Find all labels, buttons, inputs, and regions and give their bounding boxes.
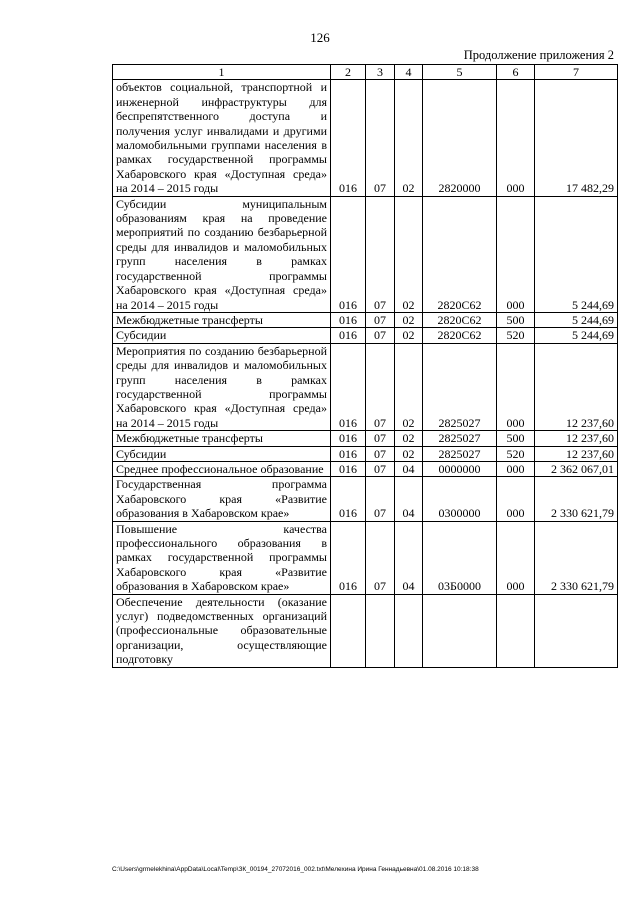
amount-cell: 12 237,60 xyxy=(535,446,618,461)
target-article-cell: 0300000 xyxy=(423,477,497,521)
expense-type-cell: 500 xyxy=(497,312,535,327)
amount-cell: 2 330 621,79 xyxy=(535,477,618,521)
amount-cell: 17 482,29 xyxy=(535,80,618,196)
section-code-cell: 07 xyxy=(366,446,395,461)
section-code-cell xyxy=(366,594,395,667)
section-code-cell: 07 xyxy=(366,343,395,430)
section-code-cell: 07 xyxy=(366,477,395,521)
section-code-cell: 07 xyxy=(366,196,395,312)
header-cell: 1 xyxy=(113,65,331,80)
subsection-code-cell: 02 xyxy=(395,196,423,312)
section-code-cell: 07 xyxy=(366,431,395,446)
section-code-cell: 07 xyxy=(366,461,395,476)
table-row xyxy=(113,196,618,312)
item-name-cell: Межбюджетные трансферты xyxy=(113,431,331,446)
header-row xyxy=(113,65,618,80)
expense-type-cell: 520 xyxy=(497,446,535,461)
amount-cell xyxy=(535,594,618,667)
target-article-cell: 2825027 xyxy=(423,431,497,446)
subsection-code-cell: 02 xyxy=(395,312,423,327)
section-code-cell: 07 xyxy=(366,521,395,594)
ministry-code-cell: 016 xyxy=(331,312,366,327)
item-name-cell: Субсидии муниципальным образованиям края на проведение мероприятий по созданию безбарьерной среды для инвалидов и маломобильных групп населения в рамках государственной программы Хабаровского края «Доступная среда» на 2014 – 2015 годы xyxy=(113,196,331,312)
header-cell: 4 xyxy=(395,65,423,80)
target-article-cell: 2820000 xyxy=(423,80,497,196)
target-article-cell: 03Б0000 xyxy=(423,521,497,594)
section-code-cell: 07 xyxy=(366,80,395,196)
amount-cell: 12 237,60 xyxy=(535,343,618,430)
page-number: 126 xyxy=(310,30,330,45)
item-name-cell: Субсидии xyxy=(113,446,331,461)
subsection-code-cell: 02 xyxy=(395,343,423,430)
ministry-code-cell: 016 xyxy=(331,431,366,446)
table-row xyxy=(113,477,618,521)
table-row xyxy=(113,461,618,476)
target-article-cell: 2820С62 xyxy=(423,196,497,312)
header-cell: 7 xyxy=(535,65,618,80)
header-cell: 2 xyxy=(331,65,366,80)
amount-cell: 2 362 067,01 xyxy=(535,461,618,476)
header-cell: 5 xyxy=(423,65,497,80)
item-name-cell: Обеспечение деятельности (оказание услуг) подведомственных организаций (профессиональные образовательные организации, осуществляющие подготовку xyxy=(113,594,331,667)
subsection-code-cell: 02 xyxy=(395,80,423,196)
table-row xyxy=(113,328,618,343)
expense-type-cell xyxy=(497,594,535,667)
item-name-cell: объектов социальной, транспортной и инженерной инфраструктуры для беспрепятственного доступа и получения услуг инвалидами и другими маломобильными группами населения в рамках государственной программы Хабаровского края «Доступная среда» на 2014 – 2015 годы xyxy=(113,80,331,196)
budget-table xyxy=(112,64,618,668)
target-article-cell: 2825027 xyxy=(423,446,497,461)
subsection-code-cell: 04 xyxy=(395,461,423,476)
amount-cell: 12 237,60 xyxy=(535,431,618,446)
section-code-cell: 07 xyxy=(366,312,395,327)
ministry-code-cell xyxy=(331,594,366,667)
ministry-code-cell: 016 xyxy=(331,461,366,476)
expense-type-cell: 000 xyxy=(497,343,535,430)
item-name-cell: Государственная программа Хабаровского края «Развитие образования в Хабаровском крае» xyxy=(113,477,331,521)
target-article-cell xyxy=(423,594,497,667)
header-cell: 3 xyxy=(366,65,395,80)
item-name-cell: Среднее профессиональное образование xyxy=(113,461,331,476)
expense-type-cell: 520 xyxy=(497,328,535,343)
expense-type-cell: 000 xyxy=(497,521,535,594)
table-row xyxy=(113,80,618,196)
subsection-code-cell: 02 xyxy=(395,328,423,343)
subsection-code-cell: 04 xyxy=(395,477,423,521)
amount-cell: 2 330 621,79 xyxy=(535,521,618,594)
expense-type-cell: 000 xyxy=(497,196,535,312)
expense-type-cell: 500 xyxy=(497,431,535,446)
subsection-code-cell: 02 xyxy=(395,446,423,461)
footer-file-path: C:\Users\grmelekhina\AppData\Local\Temp\ЗК_00194_27072016_002.txt\Мелехина Ирина Геннадьевна\01.08.2016 10:18:38 xyxy=(112,866,479,873)
header-cell: 6 xyxy=(497,65,535,80)
subsection-code-cell xyxy=(395,594,423,667)
ministry-code-cell: 016 xyxy=(331,343,366,430)
continuation-label: Продолжение приложения 2 xyxy=(463,48,614,62)
expense-type-cell: 000 xyxy=(497,80,535,196)
table-row xyxy=(113,521,618,594)
ministry-code-cell: 016 xyxy=(331,521,366,594)
item-name-cell: Межбюджетные трансферты xyxy=(113,312,331,327)
target-article-cell: 2820С62 xyxy=(423,312,497,327)
amount-cell: 5 244,69 xyxy=(535,196,618,312)
table-row xyxy=(113,594,618,667)
subsection-code-cell: 04 xyxy=(395,521,423,594)
table-row xyxy=(113,343,618,430)
amount-cell: 5 244,69 xyxy=(535,312,618,327)
expense-type-cell: 000 xyxy=(497,477,535,521)
target-article-cell: 2825027 xyxy=(423,343,497,430)
table-row xyxy=(113,312,618,327)
ministry-code-cell: 016 xyxy=(331,328,366,343)
ministry-code-cell: 016 xyxy=(331,446,366,461)
subsection-code-cell: 02 xyxy=(395,431,423,446)
item-name-cell: Субсидии xyxy=(113,328,331,343)
ministry-code-cell: 016 xyxy=(331,477,366,521)
table-row xyxy=(113,446,618,461)
item-name-cell: Повышение качества профессионального образования в рамках государственной программы Хабаровского края «Развитие образования в Хабаровском крае» xyxy=(113,521,331,594)
table-row xyxy=(113,431,618,446)
expense-type-cell: 000 xyxy=(497,461,535,476)
ministry-code-cell: 016 xyxy=(331,196,366,312)
target-article-cell: 2820С62 xyxy=(423,328,497,343)
target-article-cell: 0000000 xyxy=(423,461,497,476)
section-code-cell: 07 xyxy=(366,328,395,343)
ministry-code-cell: 016 xyxy=(331,80,366,196)
item-name-cell: Мероприятия по созданию безбарьерной среды для инвалидов и маломобильных групп населения в рамках государственной программы Хабаровского края «Доступная среда» на 2014 – 2015 годы xyxy=(113,343,331,430)
table-body xyxy=(113,65,618,668)
amount-cell: 5 244,69 xyxy=(535,328,618,343)
